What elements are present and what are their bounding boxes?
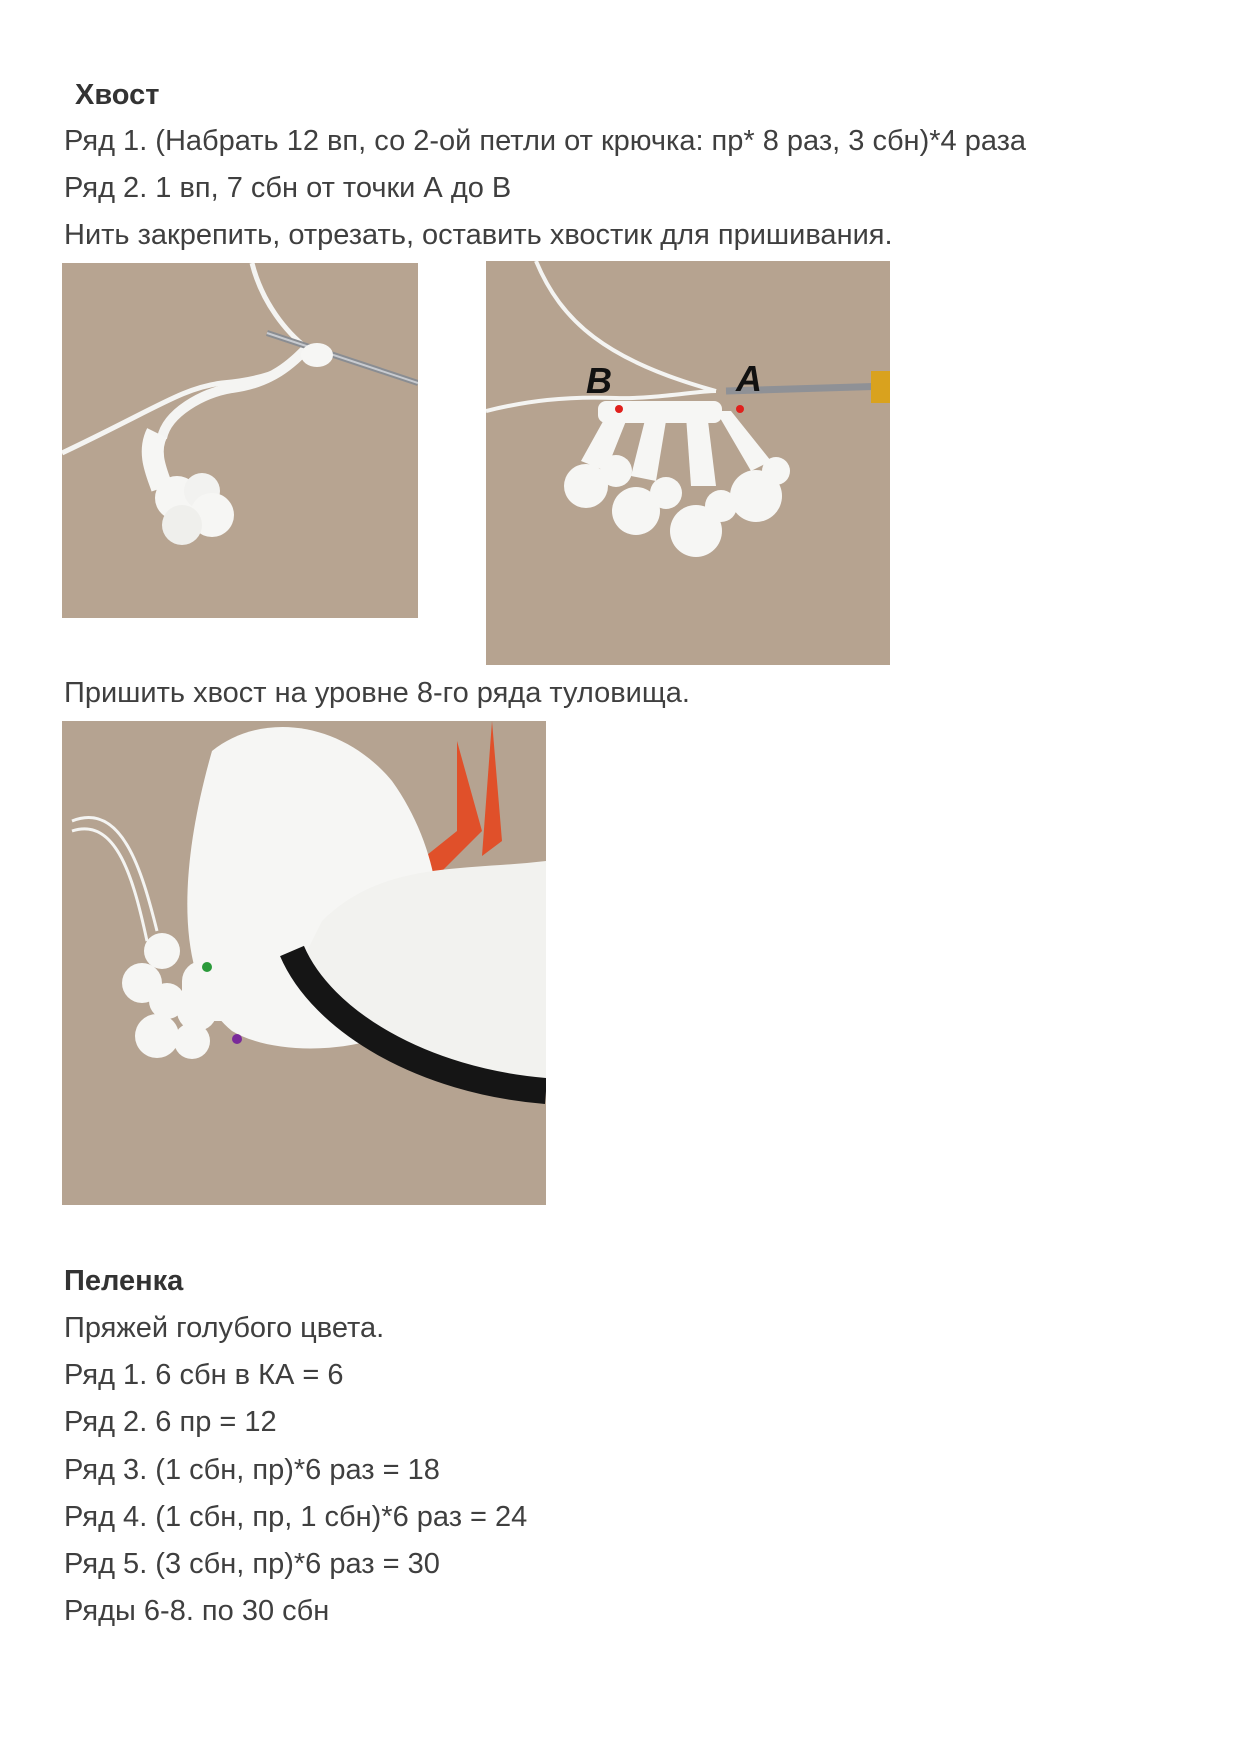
tail-sew-note: Пришить хвост на уровне 8-го ряда туловища. xyxy=(64,677,690,709)
diaper-row-5: Ряд 5. (3 сбн, пр)*6 раз = 30 xyxy=(64,1548,440,1580)
tail-row-1: Ряд 1. (Набрать 12 вп, со 2-ой петли от крючка: пр* 8 раз, 3 сбн)*4 раза xyxy=(64,125,1027,157)
photo-tail-step-2 xyxy=(486,261,890,665)
point-a-label: A xyxy=(736,358,762,399)
point-b-label: B xyxy=(586,360,612,401)
diaper-row-2: Ряд 2. 6 пр = 12 xyxy=(64,1406,277,1438)
section-title-tail: Хвост xyxy=(75,79,160,111)
photo-tail-sewn xyxy=(62,721,546,1205)
diaper-yarn-note: Пряжей голубого цвета. xyxy=(64,1312,385,1344)
diaper-row-1: Ряд 1. 6 сбн в КА = 6 xyxy=(64,1359,344,1391)
diaper-row-3: Ряд 3. (1 сбн, пр)*6 раз = 18 xyxy=(64,1454,440,1486)
diaper-row-4: Ряд 4. (1 сбн, пр, 1 сбн)*6 раз = 24 xyxy=(64,1501,528,1533)
photo-tail-step-1 xyxy=(62,263,418,618)
tail-finish-note: Нить закрепить, отрезать, оставить хвостик для пришивания. xyxy=(64,219,893,251)
section-title-diaper: Пеленка xyxy=(64,1265,184,1297)
diaper-rows-6-8: Ряды 6-8. по 30 сбн xyxy=(64,1595,330,1627)
tail-row-2: Ряд 2. 1 вп, 7 сбн от точки А до В xyxy=(64,172,512,204)
